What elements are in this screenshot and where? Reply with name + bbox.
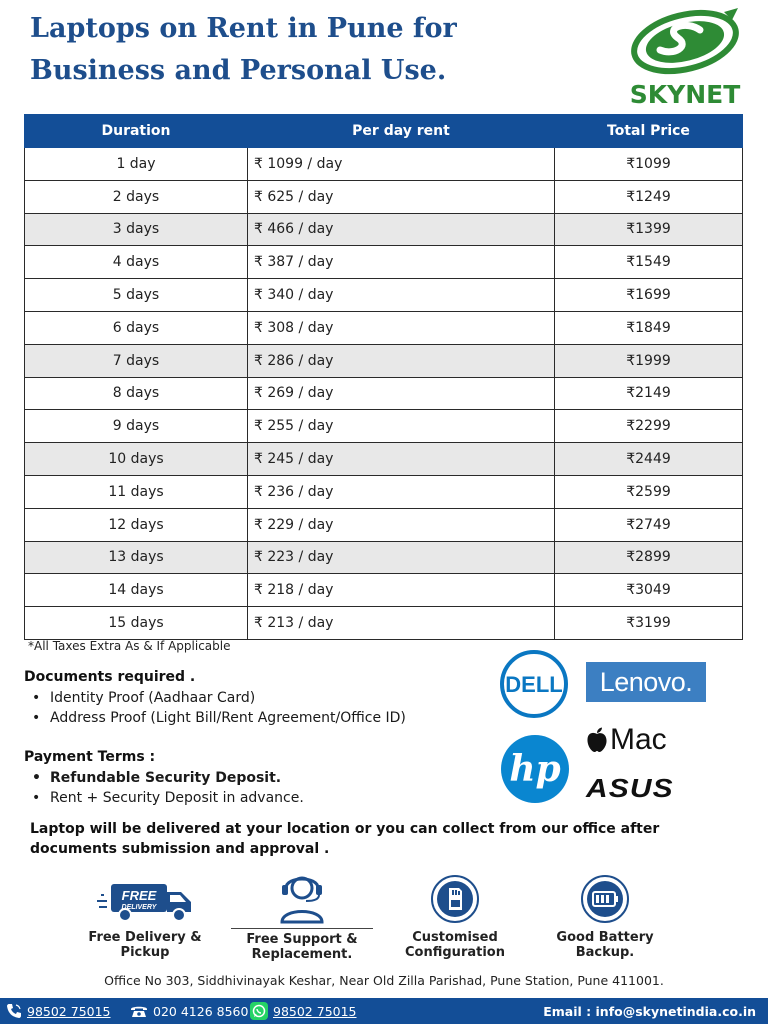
list-item: • Address Proof (Light Bill/Rent Agreement/Office ID) (24, 708, 484, 728)
total-cell: ₹2749 (555, 508, 743, 541)
duration-cell: 2 days (25, 180, 248, 213)
per-day-cell: ₹ 286 / day (248, 344, 555, 377)
table-row (25, 377, 743, 410)
dell-logo-text: DELL (505, 672, 563, 697)
mac-logo (586, 720, 667, 760)
total-cell: ₹1849 (555, 311, 743, 344)
battery-icon (580, 874, 630, 924)
table-row (25, 410, 743, 443)
truck-icon (97, 880, 193, 924)
whatsapp-contact[interactable] (250, 998, 357, 1024)
per-day-cell: ₹ 223 / day (248, 541, 555, 574)
sd-card-icon (430, 874, 480, 924)
per-day-cell: ₹ 1099 / day (248, 148, 555, 181)
title-line-2: Business and Personal Use. (30, 55, 447, 86)
per-day-cell: ₹ 269 / day (248, 377, 555, 410)
duration-cell: 11 days (25, 475, 248, 508)
skynet-logo (620, 4, 750, 108)
feature-label: Good Battery Backup. (556, 930, 654, 960)
table-row (25, 475, 743, 508)
total-cell: ₹2299 (555, 410, 743, 443)
total-cell: ₹1999 (555, 344, 743, 377)
per-day-cell: ₹ 466 / day (248, 213, 555, 246)
telephone-icon (130, 1004, 148, 1018)
feature-label: Customised Configuration (405, 930, 505, 960)
duration-cell: 12 days (25, 508, 248, 541)
per-day-cell: ₹ 387 / day (248, 246, 555, 279)
table-row (25, 607, 743, 640)
table-row (25, 279, 743, 312)
list-item: • Refundable Security Deposit. (24, 768, 484, 788)
lenovo-logo: Lenovo. (586, 662, 706, 702)
delivery-note: Laptop will be delivered at your location or you can collect from our office after documents submission and approval . (30, 821, 660, 857)
rent-price-table (24, 114, 743, 640)
phone-icon (6, 1003, 22, 1019)
feature-free-support (227, 866, 377, 962)
payment-heading: Payment Terms : (24, 749, 156, 765)
duration-cell: 10 days (25, 443, 248, 476)
duration-cell: 1 day (25, 148, 248, 181)
table-row (25, 246, 743, 279)
mac-logo-text: Mac (610, 723, 667, 756)
payment-list (24, 768, 484, 808)
duration-cell: 15 days (25, 607, 248, 640)
delivery-badge-text: DELIVERY (121, 904, 157, 911)
list-item: • Identity Proof (Aadhaar Card) (24, 688, 484, 708)
duration-cell: 14 days (25, 574, 248, 607)
per-day-cell: ₹ 245 / day (248, 443, 555, 476)
hp-logo (498, 734, 572, 804)
dell-logo (498, 650, 570, 718)
column-header-duration: Duration (25, 115, 248, 148)
asus-logo: ASUS (586, 773, 674, 803)
table-row (25, 508, 743, 541)
total-cell: ₹1099 (555, 148, 743, 181)
skynet-logo-text: SKYNET (629, 80, 741, 109)
duration-cell: 13 days (25, 541, 248, 574)
total-cell: ₹1549 (555, 246, 743, 279)
per-day-cell: ₹ 218 / day (248, 574, 555, 607)
total-cell: ₹2599 (555, 475, 743, 508)
feature-customised-configuration (380, 866, 530, 960)
total-cell: ₹2899 (555, 541, 743, 574)
duration-cell: 5 days (25, 279, 248, 312)
total-cell: ₹3049 (555, 574, 743, 607)
skynet-swoosh-icon (620, 4, 750, 84)
email-text[interactable]: Email : info@skynetindia.co.in (543, 1003, 756, 1019)
total-cell: ₹2149 (555, 377, 743, 410)
phone-contact[interactable] (6, 998, 111, 1024)
title-line-1: Laptops on Rent in Pune for (30, 13, 457, 44)
table-row (25, 443, 743, 476)
table-row (25, 148, 743, 181)
duration-cell: 3 days (25, 213, 248, 246)
per-day-cell: ₹ 236 / day (248, 475, 555, 508)
email-contact[interactable] (543, 998, 756, 1024)
feature-good-battery (530, 866, 680, 960)
page-title (30, 8, 550, 92)
contact-footer (0, 998, 768, 1024)
free-badge-text: FREE (121, 888, 157, 903)
table-row (25, 574, 743, 607)
per-day-cell: ₹ 625 / day (248, 180, 555, 213)
total-cell: ₹2449 (555, 443, 743, 476)
per-day-cell: ₹ 308 / day (248, 311, 555, 344)
table-row (25, 541, 743, 574)
phone-number-link[interactable]: 98502 75015 (27, 1003, 111, 1019)
office-address: Office No 303, Siddhivinayak Keshar, Near Old Zilla Parishad, Pune Station, Pune 411001. (104, 973, 664, 988)
feature-free-delivery (70, 866, 220, 960)
per-day-cell: ₹ 340 / day (248, 279, 555, 312)
duration-cell: 8 days (25, 377, 248, 410)
total-cell: ₹3199 (555, 607, 743, 640)
apple-icon (586, 727, 608, 753)
list-item: • Rent + Security Deposit in advance. (24, 788, 484, 808)
duration-cell: 6 days (25, 311, 248, 344)
whatsapp-icon (250, 1002, 268, 1020)
table-row (25, 344, 743, 377)
tax-note: *All Taxes Extra As & If Applicable (28, 639, 231, 653)
whatsapp-number-link[interactable]: 98502 75015 (273, 1003, 357, 1019)
total-cell: ₹1699 (555, 279, 743, 312)
table-row (25, 311, 743, 344)
duration-cell: 9 days (25, 410, 248, 443)
documents-section (24, 669, 484, 728)
per-day-cell: ₹ 229 / day (248, 508, 555, 541)
duration-cell: 4 days (25, 246, 248, 279)
landline-number[interactable]: 020 4126 8560 (153, 1003, 249, 1019)
column-header-per-day-rent: Per day rent (248, 115, 555, 148)
feature-label: Free Delivery & Pickup (88, 930, 202, 960)
table-row (25, 180, 743, 213)
brand-logos (496, 648, 716, 808)
documents-heading: Documents required . (24, 669, 196, 685)
landline-contact[interactable] (130, 998, 248, 1024)
headset-support-icon (276, 866, 328, 924)
duration-cell: 7 days (25, 344, 248, 377)
feature-label: Free Support & Replacement. (231, 928, 373, 962)
column-header-total-price: Total Price (555, 115, 743, 148)
documents-list (24, 688, 484, 728)
total-cell: ₹1249 (555, 180, 743, 213)
per-day-cell: ₹ 213 / day (248, 607, 555, 640)
hp-logo-text: hp (509, 748, 561, 790)
per-day-cell: ₹ 255 / day (248, 410, 555, 443)
table-header-row (25, 115, 743, 148)
total-cell: ₹1399 (555, 213, 743, 246)
payment-terms-section (24, 749, 484, 808)
table-row (25, 213, 743, 246)
